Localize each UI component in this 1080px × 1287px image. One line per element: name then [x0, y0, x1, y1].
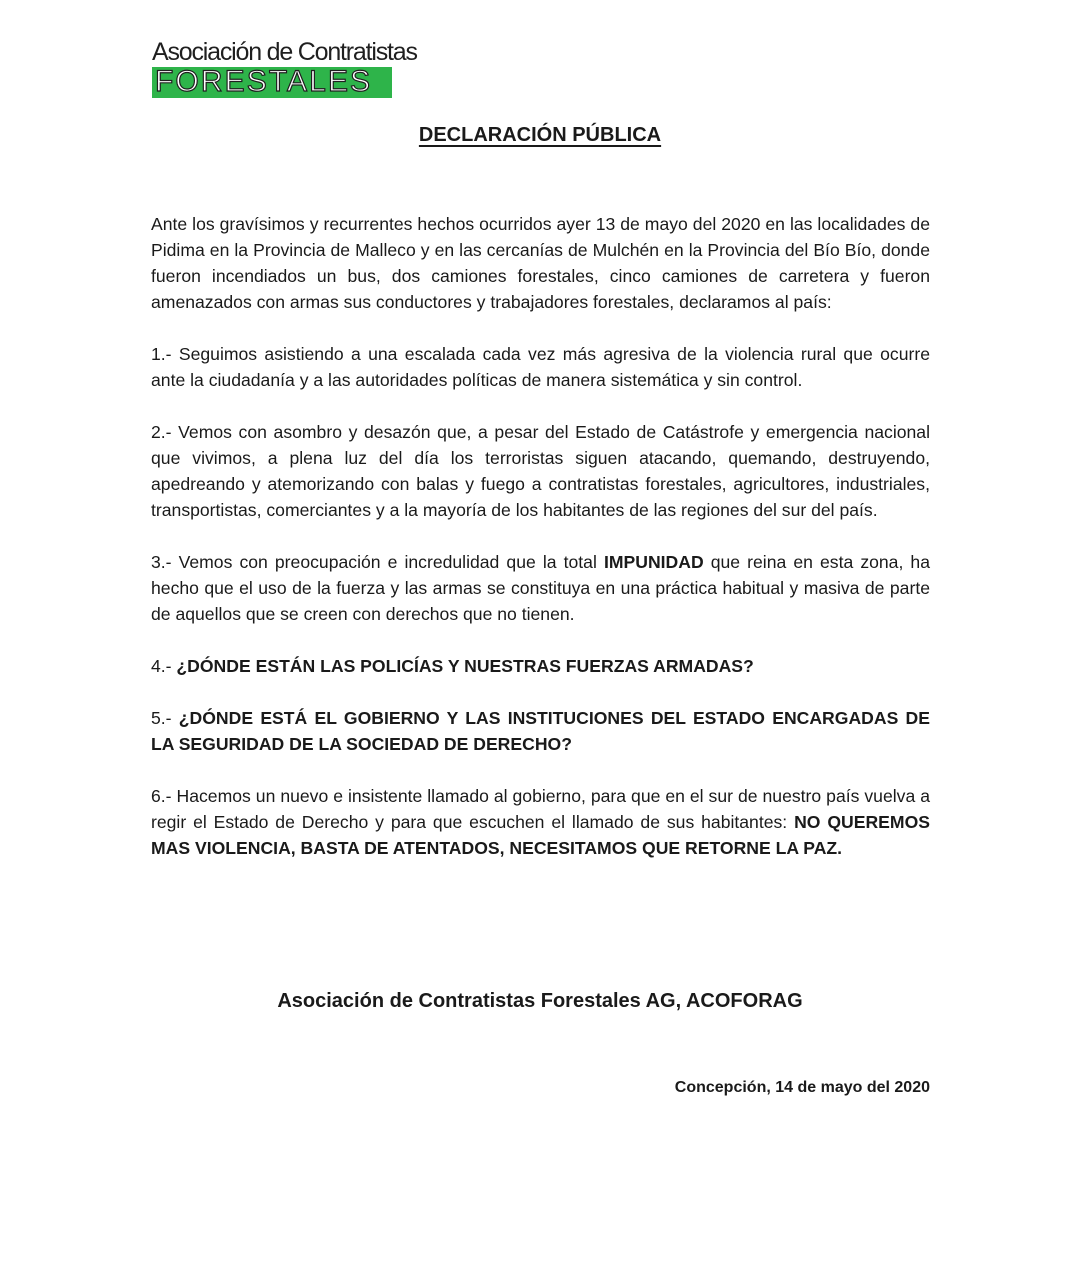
point-5-question: ¿DÓNDE ESTÁ EL GOBIERNO Y LAS INSTITUCIONES DEL ESTADO ENCARGADAS DE LA SEGURIDAD DE LA SOCIEDAD DE DERECHO?: [151, 708, 930, 754]
organization-logo: [152, 38, 417, 98]
page-title: DECLARACIÓN PÚBLICA: [418, 124, 662, 146]
intro-paragraph: Ante los gravísimos y recurrentes hechos ocurridos ayer 13 de mayo del 2020 en las localidades de Pidima en la Provincia de Malleco y en las cercanías de Mulchén en la Provincia del Bío Bío, donde fueron incendiados un bus, dos camiones forestales, cinco camiones de carretera y fueron amenazados con armas sus conductores y trabajadores forestales, declaramos al país:: [151, 214, 930, 312]
signature-line: Asociación de Contratistas Forestales AG, ACOFORAG: [277, 990, 803, 1012]
point-3-emphasis: IMPUNIDAD: [603, 552, 704, 572]
point-3: [151, 549, 930, 627]
point-4: [151, 653, 930, 679]
point-3-text-after: que reina en esta zona, ha hecho que el uso de la fuerza y las armas se constituya en una práctica habitual y masiva de parte de aquellos que se creen con derechos que no tienen.: [151, 552, 931, 624]
point-6: [151, 783, 930, 861]
point-4-question: ¿DÓNDE ESTÁN LAS POLICÍAS Y NUESTRAS FUERZAS ARMADAS?: [176, 656, 754, 676]
logo-green-band: [152, 67, 392, 98]
place-and-date: Concepción, 14 de mayo del 2020: [674, 1079, 930, 1096]
point-6-text: 6.- Hacemos un nuevo e insistente llamado al gobierno, para que en el sur de nuestro país vuelva a regir el Estado de Derecho y para que escuchen el llamado de sus habitantes:: [151, 786, 930, 832]
point-5-number: 5.-: [151, 708, 179, 728]
point-3-text-before: 3.- Vemos con preocupación e incredulidad que la total: [151, 552, 604, 572]
point-4-number: 4.-: [151, 656, 177, 676]
point-5: [151, 705, 930, 757]
point-1: 1.- Seguimos asistiendo a una escalada cada vez más agresiva de la violencia rural que ocurre ante la ciudadanía y a las autoridades políticas de manera sistemática y sin control.: [151, 344, 930, 390]
declaration-body: [151, 211, 930, 887]
point-6-demand: NO QUEREMOS MAS VIOLENCIA, BASTA DE ATENTADOS, NECESITAMOS QUE RETORNE LA PAZ.: [151, 812, 930, 858]
point-2: 2.- Vemos con asombro y desazón que, a pesar del Estado de Catástrofe y emergencia nacional que vivimos, a plena luz del día los terroristas siguen atacando, quemando, destruyendo, apedreando y atemorizando con balas y fuego a contratistas forestales, agricultores, industriales, transportistas, comerciantes y a la mayoría de los habitantes de las regiones del sur del país.: [151, 422, 930, 520]
logo-text-line1: Asociación de Contratistas: [152, 38, 417, 66]
logo-text-line2: FORESTALES: [155, 67, 373, 98]
